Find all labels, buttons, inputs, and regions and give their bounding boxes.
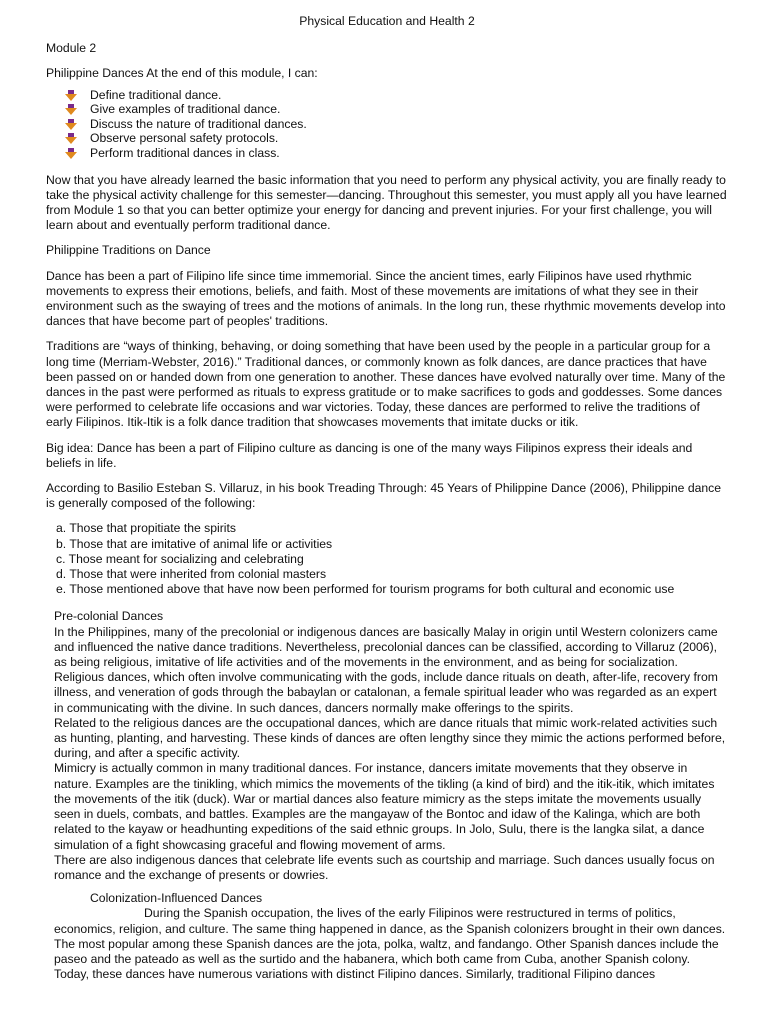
composition-item: c. Those meant for socializing and celebrating: [56, 551, 304, 566]
precolonial-heading: Pre-colonial Dances: [54, 609, 164, 624]
precolonial-section: [46, 609, 728, 883]
objective-item: Observe personal safety protocols.: [64, 131, 728, 146]
traditions-paragraph: Traditions are “ways of thinking, behaving, or doing something that have been used by the people in a particular group for a long time (Merriam-Webster, 2016).” Traditional dances, or commonly known as folk dances, are dance practices that have been passed on or handed down from one generation to another. These dances have evolved naturally over time. Many of the dances in the past were performed as rituals to express gratitude or to make sacrifices to gods and goddesses. Some dances were performed to celebrate life occasions and war victories. Today, these dances are performed to relive the traditions of early Filipinos. Itik-Itik is a folk dance tradition that showcases movements that imitate ducks or itik.: [46, 339, 726, 430]
intro-paragraph: Now that you have already learned the basic information that you need to perform any physical activity, you are finally ready to take the physical activity challenge for this semester—dancing. Throughout this semester, you must apply all you have learned from Module 1 so that you can better optimize your energy for dancing and prevent injuries. For your first challenge, you will learn about and eventually perform traditional dance.: [46, 172, 727, 233]
composition-item: d. Those that were inherited from colonial masters: [56, 567, 327, 582]
module-label: Module 2: [46, 41, 97, 56]
colonization-heading: Colonization-Influenced Dances: [90, 891, 263, 906]
precolonial-paragraph: In the Philippines, many of the precolonial or indigenous dances are basically Malay in origin until Western colonizers came and influenced the native dance traditions. Nevertheless, precolonial dances can be classified, according to Villaruz (2006), as being religious, imitative of life activities and of the movements in the environment, and as being for socialization.: [54, 624, 718, 670]
composition-list: [46, 521, 728, 597]
intro-heading: Philippine Dances At the end of this module, I can:: [46, 66, 318, 81]
precolonial-paragraph: Religious dances, which often involve communicating with the gods, include dance rituals on death, after-life, recovery from illness, and veneration of gods through the babaylan or catalonan, a female spiritual leader who was regarded as an expert in communicating with the divine. In such dances, dancers normally make offerings to the spirits.: [54, 670, 718, 715]
dance-life-paragraph: Dance has been a part of Filipino life since time immemorial. Since the ancient times, early Filipinos have used rhythmic movements to express their emotions, beliefs, and faith. Most of these movements are imitations of what they see in their environment such as the swaying of trees and the motions of animals. In the long run, these rhythmic movements develop into dances that have become part of peoples' traditions.: [46, 268, 726, 329]
objectives-list: [46, 88, 728, 161]
objective-item: Define traditional dance.: [64, 88, 728, 103]
precolonial-paragraph: Mimicry is actually common in many traditional dances. For instance, dancers imitate movements that they observe in nature. Examples are the tinikling, which mimics the movements of the tikling (a kind of bird) and the itik-itik, which imitates the movements of the itik (duck). War or martial dances also feature mimicry as the steps imitate the movements usually seen in duels, combats, and battles. Examples are the mangayaw of the Bontoc and idaw of the Kalinga, which are both related to the kayaw or headhunting expeditions of the said ethnic groups. In Jolo, Sulu, there is the langka silat, a dance simulation of a fight showcasing graceful and flowing movement of arms.: [54, 761, 715, 852]
precolonial-paragraph: There are also indigenous dances that celebrate life events such as courtship and marriage. Such dances usually focus on romance and the exchange of presents or dowries.: [54, 852, 715, 882]
arrow-bullet-icon: [64, 90, 78, 101]
page-header-title: Physical Education and Health 2: [299, 14, 475, 28]
arrow-bullet-icon: [64, 133, 78, 144]
big-idea-paragraph: Big idea: Dance has been a part of Filipino culture as dancing is one of the many ways Filipinos express their ideals and beliefs in life.: [46, 440, 693, 470]
objective-item: Perform traditional dances in class.: [64, 146, 728, 161]
objective-item: Discuss the nature of traditional dances.: [64, 117, 728, 132]
colonization-paragraph: During the Spanish occupation, the lives of the early Filipinos were restructured in terms of politics, economics, religion, and culture. The same thing happened in dance, as the Spanish colonizers brought in their own dances. The most popular among these Spanish dances are the jota, polka, waltz, and fandango. Other Spanish dances include the paseo and the pateado as well as the surtido and the habanera, which both came from Cuba, another Spanish colony. Today, these dances have numerous variations with distinct Filipino dances. Similarly, traditional Filipino dances: [54, 906, 726, 982]
traditions-heading: Philippine Traditions on Dance: [46, 243, 211, 258]
precolonial-paragraph: Related to the religious dances are the occupational dances, which are dance rituals that mimic work-related activities such as hunting, planting, and harvesting. These kinds of dances are often lengthy since they mimic the actions performed before, during, and after a specific activity.: [54, 715, 726, 761]
composition-item: b. Those that are imitative of animal life or activities: [56, 536, 333, 551]
villaruz-paragraph: According to Basilio Esteban S. Villaruz, in his book Treading Through: 45 Years of Philippine Dance (2006), Philippine dance is generally composed of the following:: [46, 481, 722, 511]
arrow-bullet-icon: [64, 148, 78, 159]
objective-item: Give examples of traditional dance.: [64, 102, 728, 117]
arrow-bullet-icon: [64, 119, 78, 130]
arrow-bullet-icon: [64, 104, 78, 115]
composition-item: e. Those mentioned above that have now been performed for tourism programs for both cultural and economic use: [56, 582, 675, 597]
composition-item: a. Those that propitiate the spirits: [56, 521, 236, 536]
